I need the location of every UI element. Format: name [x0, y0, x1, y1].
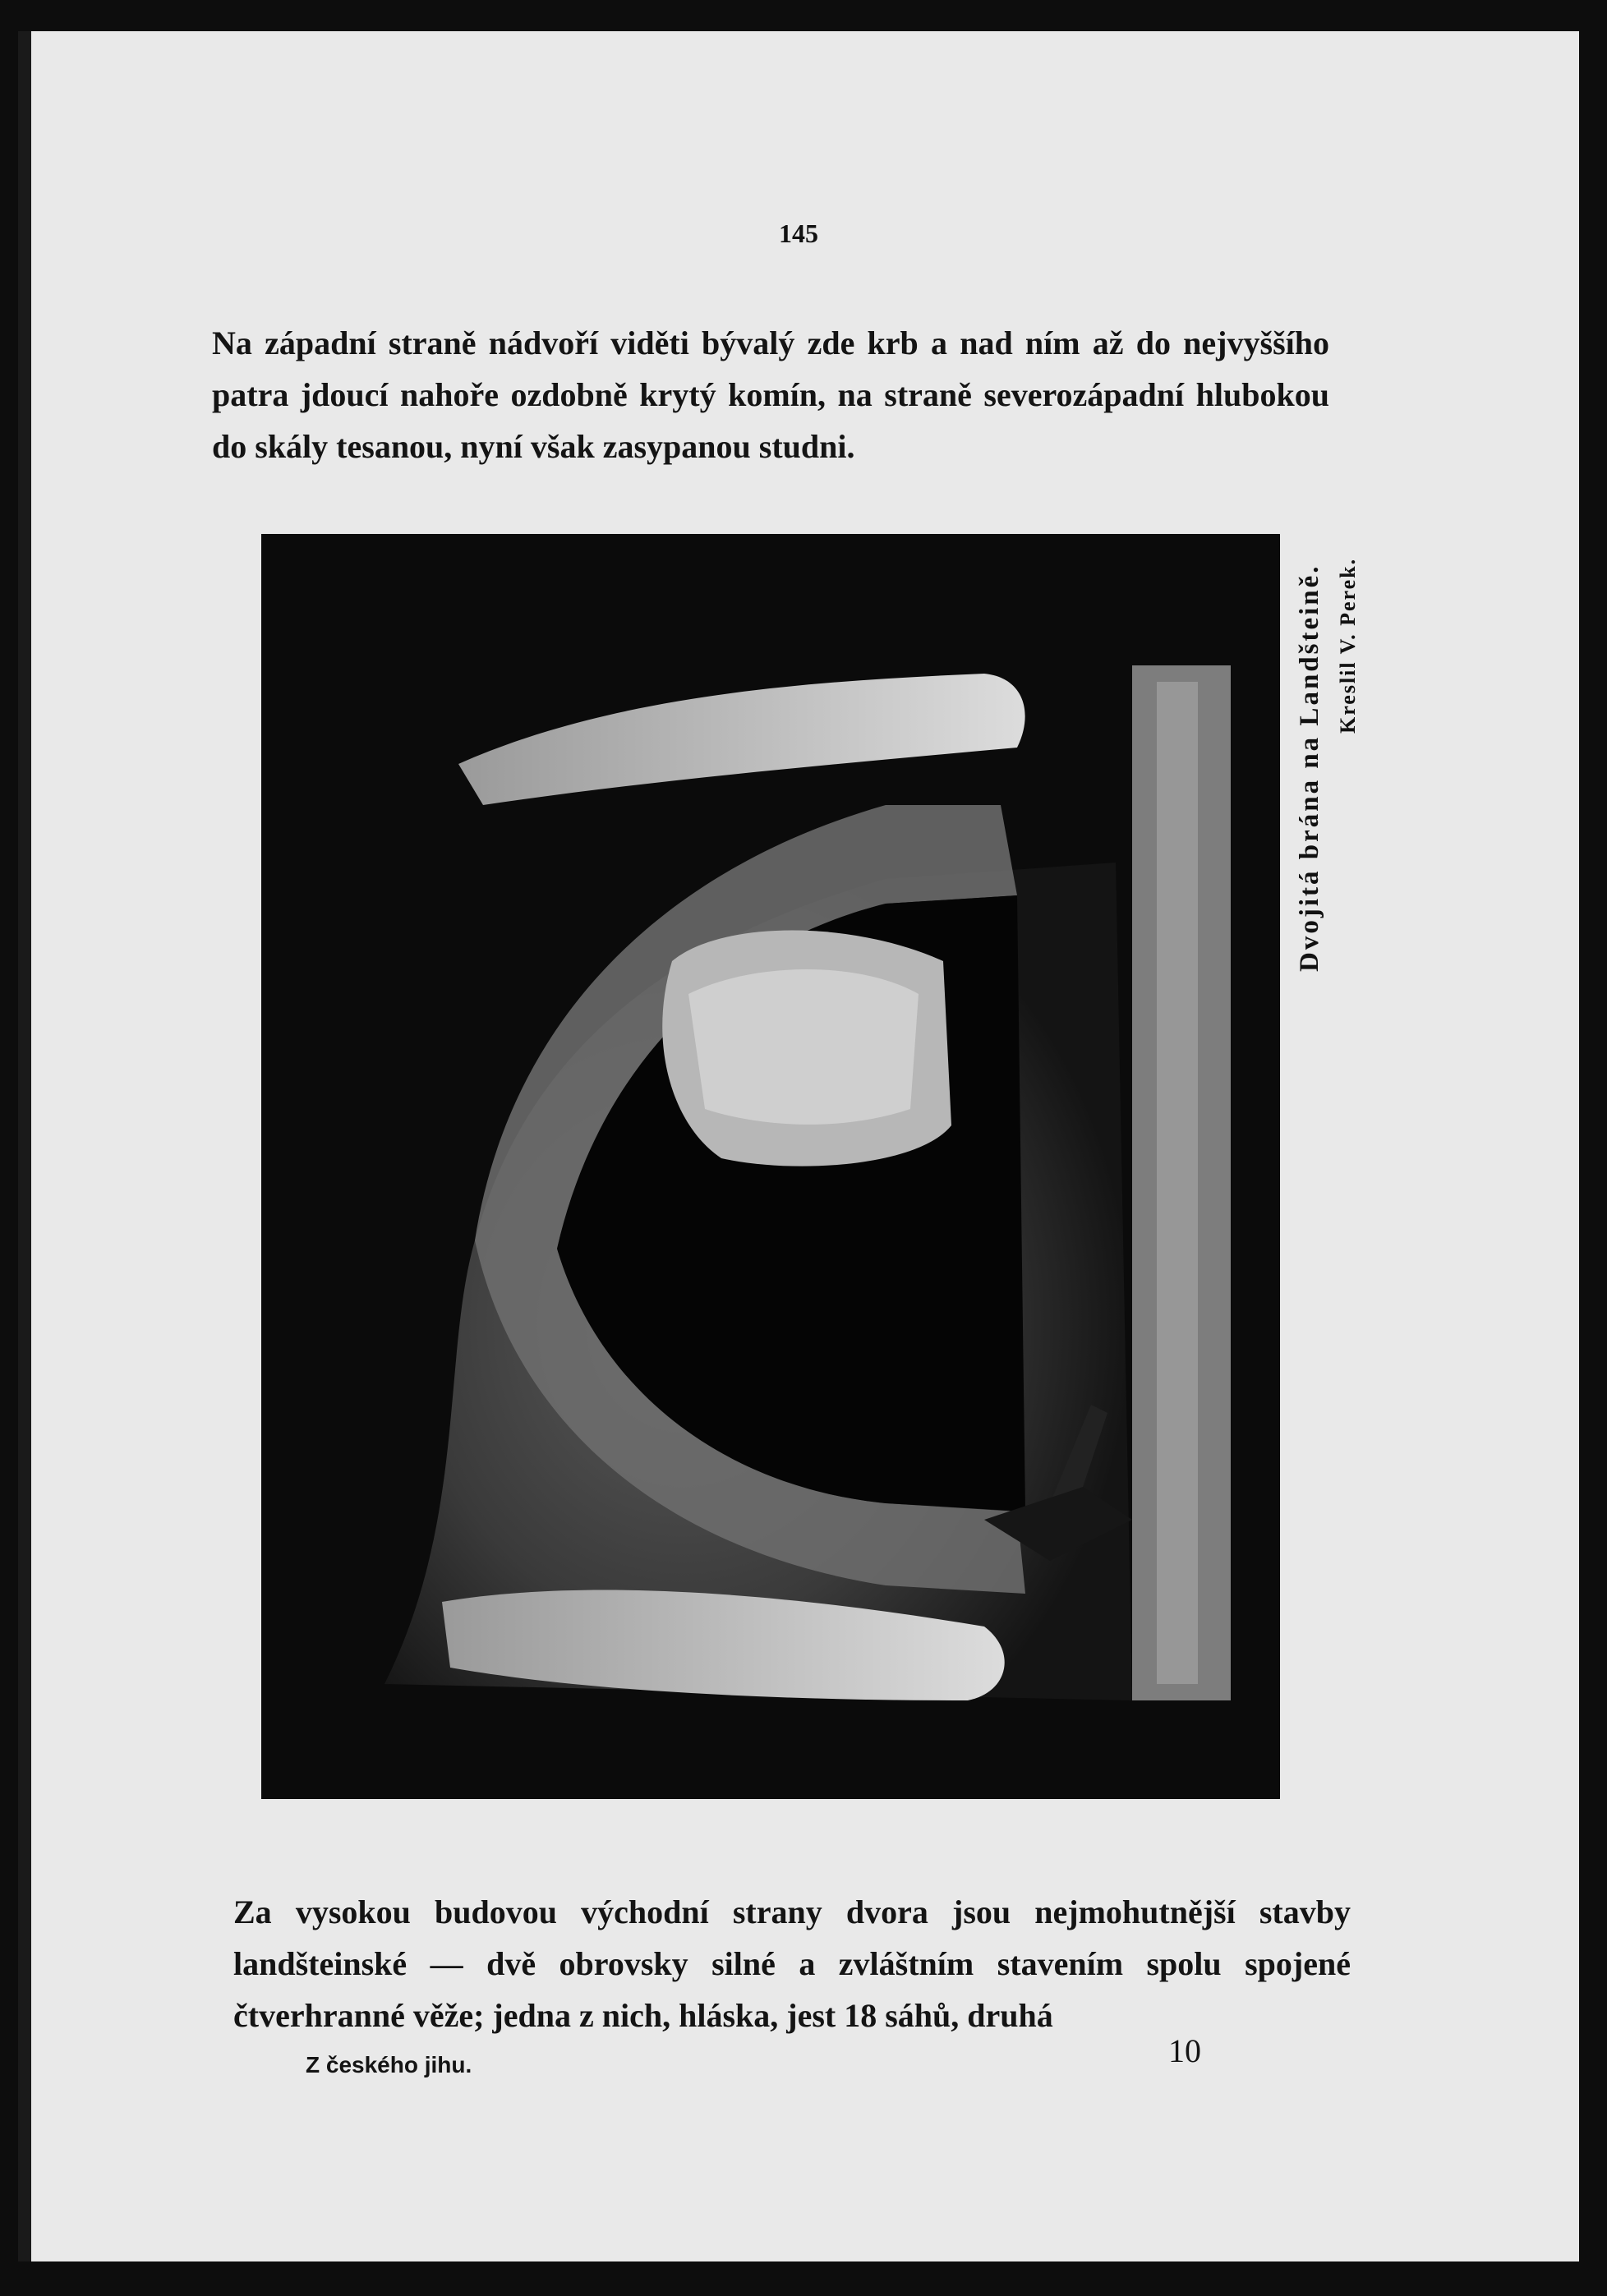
page-number: 145: [779, 219, 818, 248]
paragraph-top: Na západní straně nádvoří viděti bývalý zde krb a nad ním až do nejvyššího patra jdoucí nahoře ozdobně krytý komín, na straně severozápadní hlubokou do skály tesanou, nyní však zasypanou studni.: [212, 324, 1329, 465]
gate-illustration: [261, 534, 1280, 1799]
book-page: [18, 31, 1579, 2261]
gate-drawing: [261, 534, 1280, 1799]
caption-credit: Kreslil V. Perek.: [1336, 557, 1360, 734]
sheet-number: 10: [1168, 2032, 1201, 2069]
caption-title: Dvojitá brána na Landšteině.: [1295, 564, 1324, 972]
paragraph-bottom: Za vysokou budovou východní strany dvora jsou nejmohutnější stavby landšteinské — dvě obrovsky silné a zvláštním stavením spolu spojené čtverhranné věže; jedna z nich, hláska, jest 18 sáhů, druhá: [233, 1893, 1351, 2034]
signature-mark: Z českého jihu.: [306, 2052, 472, 2077]
page-edge-shadow: [18, 31, 31, 2261]
